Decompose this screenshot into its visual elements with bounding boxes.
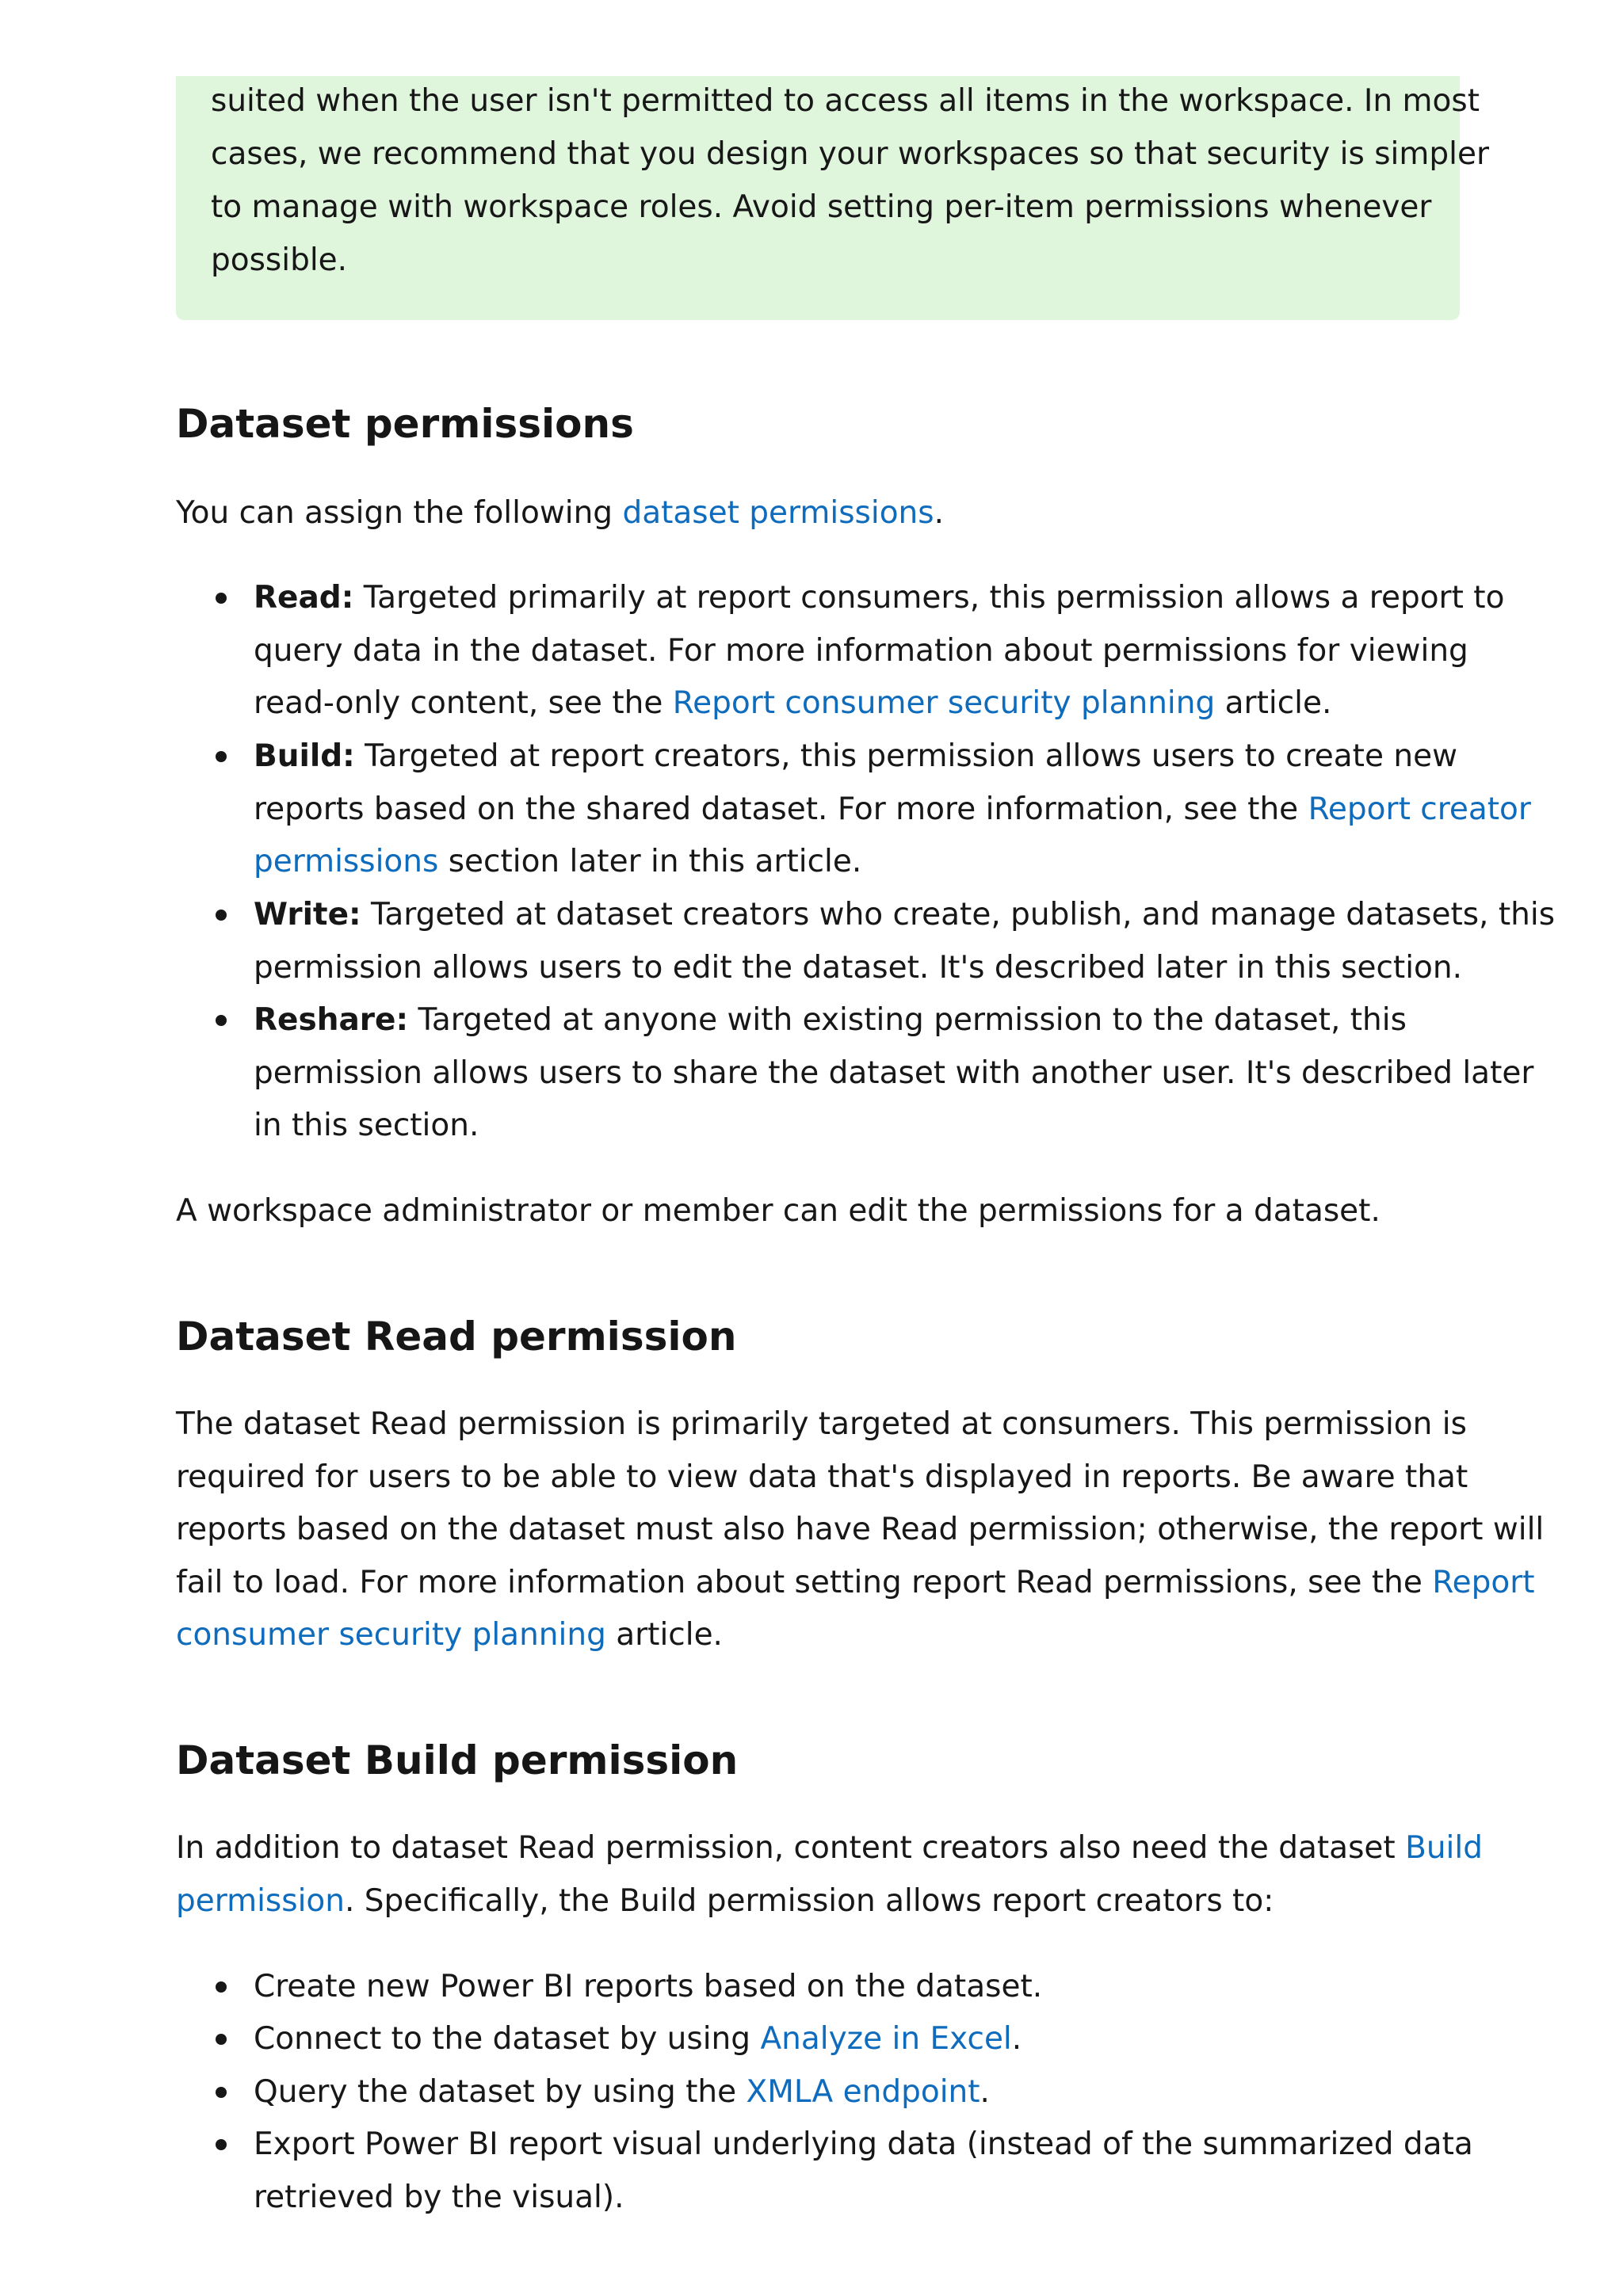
item-label: Build: — [254, 738, 355, 774]
list-item-write-line: permission allows users to edit the dataset. It's described later in this section. — [254, 950, 1462, 986]
permissions-footer-paragraph: A workspace administrator or member can edit the permissions for a dataset. — [176, 1193, 1381, 1229]
build-permission-link[interactable]: Build — [1405, 1830, 1483, 1866]
list-item-line: retrieved by the visual). — [254, 2180, 624, 2215]
read-paragraph-line: required for users to be able to view data that's displayed in reports. Be aware that — [176, 1459, 1468, 1495]
item-text: Query the dataset by using the — [254, 2074, 747, 2110]
item-text: section later in this article. — [438, 844, 862, 879]
tip-line: suited when the user isn't permitted to access all items in the workspace. In most — [211, 83, 1480, 119]
build-text: In addition to dataset Read permission, content creators also need the dataset — [176, 1830, 1406, 1866]
intro-paragraph — [176, 486, 944, 540]
read-paragraph-line: reports based on the dataset must also have Read permission; otherwise, the report will — [176, 1512, 1545, 1547]
list-item-build-line — [254, 783, 1531, 836]
build-text: . Specifically, the Build permission allows report creators to: — [344, 1883, 1274, 1919]
read-text: fail to load. For more information about setting report Read permissions, see the — [176, 1565, 1433, 1600]
bullet-dot — [216, 751, 227, 762]
read-paragraph-line — [176, 1556, 1535, 1609]
dataset-permissions-link[interactable]: dataset permissions — [622, 495, 934, 531]
item-text: Connect to the dataset by using — [254, 2021, 761, 2057]
item-text: article. — [1215, 685, 1332, 721]
intro-suffix: . — [934, 495, 945, 531]
list-item — [254, 2065, 990, 2119]
item-text: Targeted at report creators, this permission allows users to create new — [354, 738, 1457, 774]
report-creator-permissions-link[interactable]: Report creator — [1308, 791, 1531, 827]
bullet-dot — [216, 593, 227, 604]
bullet-dot — [216, 2034, 227, 2045]
section-heading-dataset-permissions: Dataset permissions — [176, 401, 634, 447]
item-label: Write: — [254, 897, 361, 933]
list-item-read-line: query data in the dataset. For more information about permissions for viewing — [254, 633, 1468, 669]
list-item-read — [254, 571, 1504, 624]
item-text: . — [980, 2074, 990, 2110]
read-paragraph-line — [176, 1608, 723, 1661]
tip-line: possible. — [211, 242, 348, 278]
xmla-endpoint-link[interactable]: XMLA endpoint — [746, 2074, 980, 2110]
report-consumer-security-planning-link[interactable]: Report consumer security planning — [672, 685, 1216, 721]
item-text: . — [1011, 2021, 1022, 2057]
read-paragraph-line: The dataset Read permission is primarily targeted at consumers. This permission is — [176, 1406, 1467, 1442]
build-permission-link[interactable]: permission — [176, 1883, 345, 1919]
list-item-reshare — [254, 994, 1407, 1047]
tip-line: to manage with workspace roles. Avoid setting per-item permissions whenever — [211, 189, 1432, 225]
list-item-write — [254, 888, 1555, 941]
item-text: Targeted at dataset creators who create, publish, and manage datasets, this — [361, 897, 1556, 933]
item-text: Targeted at anyone with existing permission to the dataset, this — [408, 1002, 1407, 1038]
list-item-build — [254, 730, 1457, 783]
report-creator-permissions-link[interactable]: permissions — [254, 844, 439, 879]
list-item-reshare-line: in this section. — [254, 1108, 479, 1143]
item-text: Targeted primarily at report consumers, this permission allows a report to — [353, 580, 1505, 616]
build-paragraph-line — [176, 1821, 1483, 1875]
bullet-dot — [216, 2139, 227, 2150]
item-label: Read: — [254, 580, 354, 616]
list-item-read-line — [254, 677, 1331, 730]
build-paragraph-line — [176, 1875, 1274, 1928]
bullet-dot — [216, 910, 227, 921]
read-text: article. — [605, 1617, 723, 1653]
tip-line: cases, we recommend that you design your workspaces so that security is simpler — [211, 136, 1489, 172]
list-item: Create new Power BI reports based on the dataset. — [254, 1969, 1043, 2004]
tip-callout — [176, 76, 1489, 320]
bullet-dot — [216, 2087, 227, 2098]
bullet-dot — [216, 1015, 227, 1026]
intro-text: You can assign the following — [176, 495, 623, 531]
item-text: read-only content, see the — [254, 685, 673, 721]
analyze-in-excel-link[interactable]: Analyze in Excel — [760, 2021, 1012, 2057]
bullet-dot — [216, 1981, 227, 1993]
list-item: Export Power BI report visual underlying data (instead of the summarized data — [254, 2126, 1473, 2162]
section-heading-dataset-build: Dataset Build permission — [176, 1737, 739, 1783]
list-item — [254, 2012, 1022, 2065]
report-consumer-security-planning-link[interactable]: Report — [1432, 1565, 1535, 1600]
list-item-build-line — [254, 835, 861, 888]
item-text: reports based on the shared dataset. For more information, see the — [254, 791, 1308, 827]
list-item-reshare-line: permission allows users to share the dataset with another user. It's described later — [254, 1055, 1534, 1091]
item-label: Reshare: — [254, 1002, 409, 1038]
report-consumer-security-planning-link[interactable]: consumer security planning — [176, 1617, 606, 1653]
section-heading-dataset-read: Dataset Read permission — [176, 1314, 737, 1360]
